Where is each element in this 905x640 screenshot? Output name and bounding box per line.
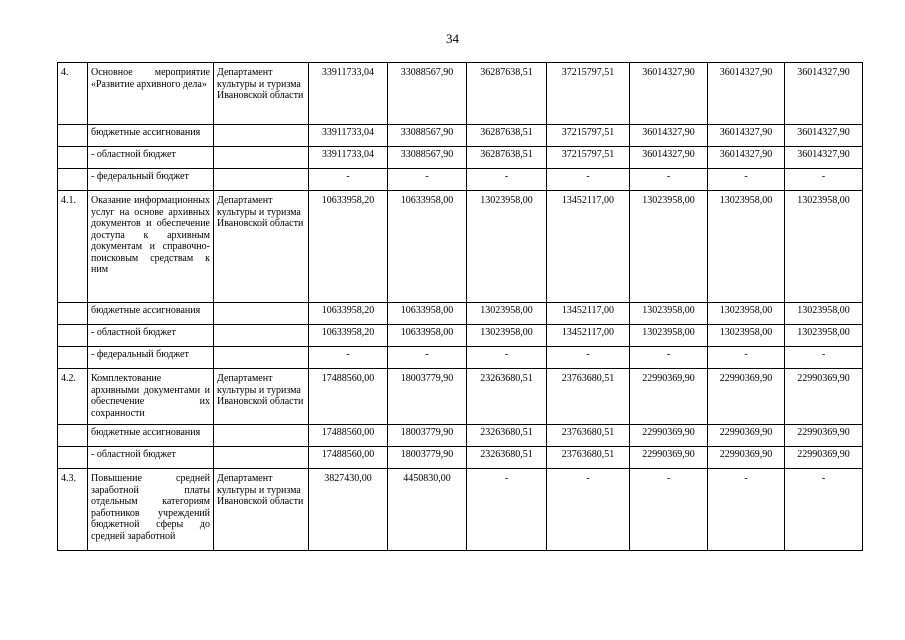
executor-cell: [214, 347, 309, 369]
executor-cell: Департамент культуры и туризма Ивановской области: [214, 63, 309, 125]
funding-source-row: [58, 325, 863, 347]
activity-name-cell: - федеральный бюджет: [88, 347, 214, 369]
funding-source-row: [58, 303, 863, 325]
amount-cell: -: [547, 469, 630, 551]
executor-cell: [214, 325, 309, 347]
amount-cell: 22990369,90: [785, 369, 863, 425]
amount-cell: 23263680,51: [467, 447, 547, 469]
activity-name-cell: бюджетные ассигнования: [88, 425, 214, 447]
executor-cell: Департамент культуры и туризма Ивановской области: [214, 191, 309, 303]
amount-cell: 36014327,90: [785, 63, 863, 125]
amount-cell: 33911733,04: [309, 125, 388, 147]
row-number-cell: [58, 303, 88, 325]
executor-cell: [214, 425, 309, 447]
activity-row: [58, 469, 863, 551]
amount-cell: 10633958,00: [388, 303, 467, 325]
funding-source-row: [58, 447, 863, 469]
amount-cell: 36014327,90: [630, 63, 708, 125]
activity-name-cell: Комплектование архивными документами и обеспечение их сохранности: [88, 369, 214, 425]
amount-cell: -: [785, 347, 863, 369]
funding-source-row: [58, 347, 863, 369]
amount-cell: 10633958,20: [309, 191, 388, 303]
amount-cell: -: [708, 169, 785, 191]
amount-cell: 18003779,90: [388, 425, 467, 447]
row-number-cell: [58, 347, 88, 369]
amount-cell: -: [388, 347, 467, 369]
amount-cell: 37215797,51: [547, 125, 630, 147]
amount-cell: 36014327,90: [630, 125, 708, 147]
amount-cell: 4450830,00: [388, 469, 467, 551]
amount-cell: 33911733,04: [309, 147, 388, 169]
amount-cell: 37215797,51: [547, 63, 630, 125]
amount-cell: 13023958,00: [630, 191, 708, 303]
amount-cell: 36287638,51: [467, 63, 547, 125]
executor-cell: [214, 147, 309, 169]
activity-name-cell: Основное мероприятие «Развитие архивного дела»: [88, 63, 214, 125]
activity-name-cell: бюджетные ассигнования: [88, 125, 214, 147]
amount-cell: 36014327,90: [785, 125, 863, 147]
amount-cell: 13452117,00: [547, 325, 630, 347]
executor-cell: [214, 125, 309, 147]
amount-cell: 23763680,51: [547, 425, 630, 447]
activity-name-cell: - федеральный бюджет: [88, 169, 214, 191]
amount-cell: 13023958,00: [630, 303, 708, 325]
amount-cell: -: [708, 347, 785, 369]
amount-cell: -: [309, 347, 388, 369]
amount-cell: 36014327,90: [630, 147, 708, 169]
amount-cell: 13023958,00: [785, 325, 863, 347]
amount-cell: 33088567,90: [388, 63, 467, 125]
amount-cell: 13452117,00: [547, 303, 630, 325]
executor-cell: [214, 169, 309, 191]
amount-cell: 10633958,00: [388, 191, 467, 303]
amount-cell: 17488560,00: [309, 425, 388, 447]
executor-cell: Департамент культуры и туризма Ивановской области: [214, 369, 309, 425]
activity-name-cell: бюджетные ассигнования: [88, 303, 214, 325]
activity-name-cell: - областной бюджет: [88, 325, 214, 347]
amount-cell: -: [630, 169, 708, 191]
row-number-cell: [58, 125, 88, 147]
amount-cell: 3827430,00: [309, 469, 388, 551]
amount-cell: 13023958,00: [708, 325, 785, 347]
amount-cell: 10633958,20: [309, 325, 388, 347]
row-number-cell: [58, 425, 88, 447]
amount-cell: 23763680,51: [547, 369, 630, 425]
amount-cell: 36014327,90: [708, 147, 785, 169]
amount-cell: -: [309, 169, 388, 191]
amount-cell: 13023958,00: [785, 191, 863, 303]
activity-row: [58, 191, 863, 303]
amount-cell: -: [708, 469, 785, 551]
amount-cell: 33088567,90: [388, 147, 467, 169]
amount-cell: 22990369,90: [630, 369, 708, 425]
row-number-cell: 4.: [58, 63, 88, 125]
activity-row: [58, 369, 863, 425]
amount-cell: -: [467, 347, 547, 369]
amount-cell: 36287638,51: [467, 147, 547, 169]
amount-cell: 36014327,90: [708, 125, 785, 147]
amount-cell: -: [467, 469, 547, 551]
amount-cell: 13023958,00: [785, 303, 863, 325]
amount-cell: -: [547, 347, 630, 369]
amount-cell: 13452117,00: [547, 191, 630, 303]
executor-cell: [214, 303, 309, 325]
page-number: 34: [446, 31, 459, 46]
row-number-cell: 4.2.: [58, 369, 88, 425]
amount-cell: 13023958,00: [630, 325, 708, 347]
amount-cell: 13023958,00: [467, 303, 547, 325]
amount-cell: 33911733,04: [309, 63, 388, 125]
amount-cell: -: [785, 469, 863, 551]
funding-source-row: [58, 125, 863, 147]
amount-cell: 17488560,00: [309, 369, 388, 425]
amount-cell: -: [630, 469, 708, 551]
amount-cell: 22990369,90: [708, 425, 785, 447]
activity-name-cell: - областной бюджет: [88, 447, 214, 469]
executor-cell: Департамент культуры и туризма Ивановской области: [214, 469, 309, 551]
amount-cell: 17488560,00: [309, 447, 388, 469]
amount-cell: 33088567,90: [388, 125, 467, 147]
amount-cell: 23263680,51: [467, 369, 547, 425]
amount-cell: 22990369,90: [785, 425, 863, 447]
amount-cell: 13023958,00: [467, 191, 547, 303]
amount-cell: 22990369,90: [708, 369, 785, 425]
budget-table: [57, 62, 863, 551]
amount-cell: 36287638,51: [467, 125, 547, 147]
row-number-cell: 4.1.: [58, 191, 88, 303]
row-number-cell: [58, 325, 88, 347]
activity-name-cell: Оказание информационных услуг на основе архивных документов и обеспечение доступа к архивным документам и справочно-поисковым средствам к ним: [88, 191, 214, 303]
amount-cell: -: [785, 169, 863, 191]
amount-cell: 36014327,90: [708, 63, 785, 125]
activity-row: [58, 63, 863, 125]
amount-cell: 22990369,90: [785, 447, 863, 469]
amount-cell: 18003779,90: [388, 369, 467, 425]
executor-cell: [214, 447, 309, 469]
amount-cell: 23763680,51: [547, 447, 630, 469]
amount-cell: 23263680,51: [467, 425, 547, 447]
row-number-cell: [58, 147, 88, 169]
activity-name-cell: Повышение средней заработной платы отдельным категориям работников учреждений бюджетной сферы до средней заработной: [88, 469, 214, 551]
amount-cell: 37215797,51: [547, 147, 630, 169]
amount-cell: 13023958,00: [708, 303, 785, 325]
activity-name-cell: - областной бюджет: [88, 147, 214, 169]
amount-cell: 10633958,20: [309, 303, 388, 325]
amount-cell: -: [547, 169, 630, 191]
amount-cell: 36014327,90: [785, 147, 863, 169]
funding-source-row: [58, 425, 863, 447]
amount-cell: -: [630, 347, 708, 369]
amount-cell: 22990369,90: [630, 447, 708, 469]
funding-source-row: [58, 169, 863, 191]
amount-cell: -: [467, 169, 547, 191]
row-number-cell: [58, 447, 88, 469]
amount-cell: 10633958,00: [388, 325, 467, 347]
amount-cell: 13023958,00: [467, 325, 547, 347]
amount-cell: 13023958,00: [708, 191, 785, 303]
amount-cell: 18003779,90: [388, 447, 467, 469]
funding-source-row: [58, 147, 863, 169]
row-number-cell: [58, 169, 88, 191]
amount-cell: 22990369,90: [630, 425, 708, 447]
amount-cell: 22990369,90: [708, 447, 785, 469]
amount-cell: -: [388, 169, 467, 191]
row-number-cell: 4.3.: [58, 469, 88, 551]
